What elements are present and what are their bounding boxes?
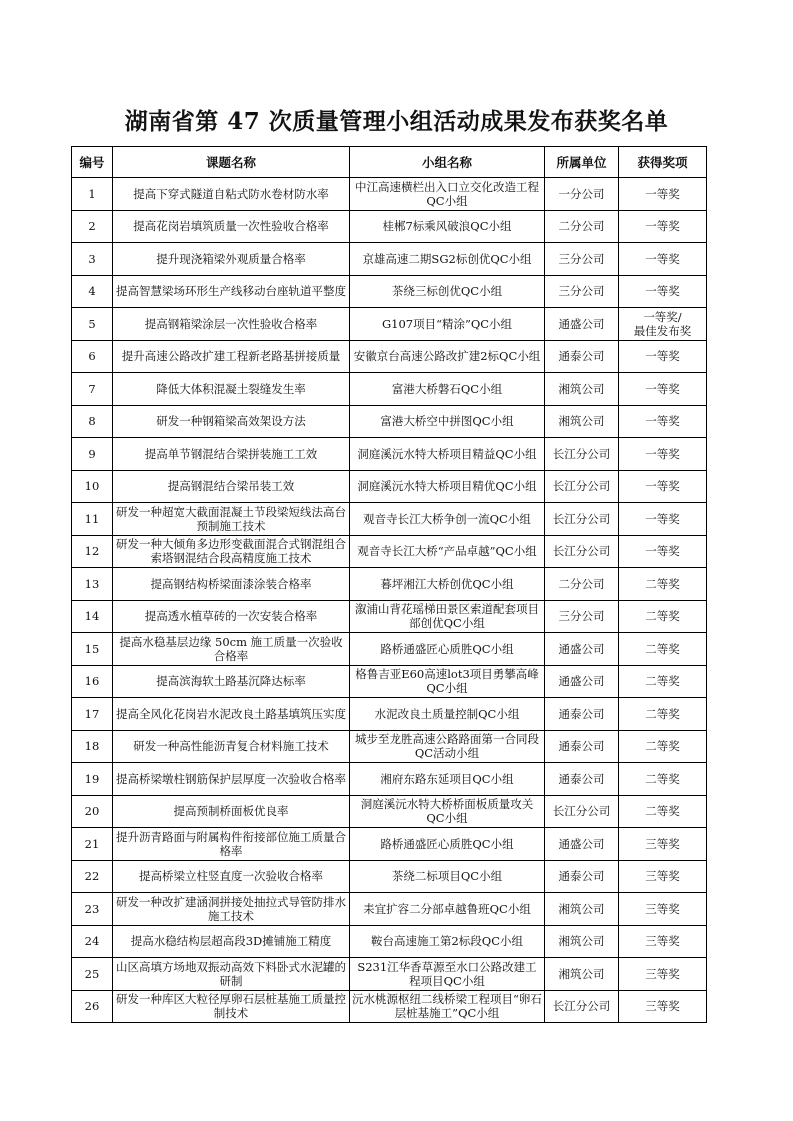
awards-table <box>71 146 707 1023</box>
cell-topic: 提高水稳结构层超高段3D摊铺施工精度 <box>113 925 350 958</box>
cell-no: 10 <box>72 470 113 503</box>
cell-no: 3 <box>72 243 113 276</box>
cell-no: 25 <box>72 958 113 991</box>
cell-topic: 提高智慧梁场环形生产线移动台座轨道平整度 <box>113 275 350 308</box>
cell-group: 溆浦山背花瑶梯田景区索道配套项目部创优QC小组 <box>350 600 545 633</box>
cell-unit: 通泰公司 <box>545 763 619 796</box>
cell-group: 京雄高速二期SG2标创优QC小组 <box>350 243 545 276</box>
cell-group: 洞庭溪沅水特大桥桥面板质量攻关QC小组 <box>350 795 545 828</box>
cell-topic: 提高钢结构桥梁面漆涂装合格率 <box>113 568 350 601</box>
table-row <box>72 958 707 991</box>
cell-topic: 研发一种改扩建涵洞拼接处抽拉式导管防排水施工技术 <box>113 893 350 926</box>
table-row <box>72 763 707 796</box>
cell-topic: 提高桥梁墩柱钢筋保护层厚度一次验收合格率 <box>113 763 350 796</box>
cell-unit: 通泰公司 <box>545 730 619 763</box>
cell-topic: 提高单节钢混结合梁拼装施工工效 <box>113 438 350 471</box>
cell-prize: 二等奖 <box>619 730 707 763</box>
cell-group: 安徽京台高速公路改扩建2标QC小组 <box>350 340 545 373</box>
cell-topic: 提高水稳基层边缘 50cm 施工质量一次验收合格率 <box>113 633 350 666</box>
cell-unit: 二分公司 <box>545 210 619 243</box>
cell-prize: 三等奖 <box>619 990 707 1023</box>
header-no: 编号 <box>72 147 113 178</box>
table-row <box>72 633 707 666</box>
cell-group: 城步至龙胜高速公路路面第一合同段QC活动小组 <box>350 730 545 763</box>
cell-prize: 一等奖 <box>619 438 707 471</box>
cell-no: 6 <box>72 340 113 373</box>
header-unit: 所属单位 <box>545 147 619 178</box>
cell-prize: 二等奖 <box>619 665 707 698</box>
cell-unit: 湘筑公司 <box>545 958 619 991</box>
cell-group: 桂郴7标乘风破浪QC小组 <box>350 210 545 243</box>
table-row <box>72 243 707 276</box>
cell-group: 茶绕三标创优QC小组 <box>350 275 545 308</box>
cell-no: 20 <box>72 795 113 828</box>
table-row <box>72 568 707 601</box>
cell-topic: 研发一种库区大粒径厚卵石层桩基施工质量控制技术 <box>113 990 350 1023</box>
cell-topic: 提高桥梁立柱竖直度一次验收合格率 <box>113 860 350 893</box>
cell-no: 23 <box>72 893 113 926</box>
cell-prize: 二等奖 <box>619 795 707 828</box>
cell-prize: 一等奖 <box>619 470 707 503</box>
cell-unit: 通盛公司 <box>545 665 619 698</box>
cell-prize: 二等奖 <box>619 763 707 796</box>
table-row <box>72 698 707 731</box>
cell-prize: 二等奖 <box>619 600 707 633</box>
cell-topic: 山区高填方场地双振动高效下料卧式水泥罐的研制 <box>113 958 350 991</box>
cell-prize: 一等奖 <box>619 503 707 536</box>
cell-no: 18 <box>72 730 113 763</box>
cell-prize: 三等奖 <box>619 925 707 958</box>
cell-no: 24 <box>72 925 113 958</box>
cell-topic: 研发一种钢箱梁高效架设方法 <box>113 405 350 438</box>
cell-no: 5 <box>72 308 113 341</box>
cell-prize: 一等奖/ 最佳发布奖 <box>619 308 707 341</box>
cell-prize: 三等奖 <box>619 828 707 861</box>
cell-group: S231江华香草源至水口公路改建工程项目QC小组 <box>350 958 545 991</box>
cell-no: 8 <box>72 405 113 438</box>
cell-no: 11 <box>72 503 113 536</box>
table-row <box>72 178 707 211</box>
cell-group: 暮坪湘江大桥创优QC小组 <box>350 568 545 601</box>
table-row <box>72 535 707 568</box>
cell-prize: 三等奖 <box>619 860 707 893</box>
table-row <box>72 665 707 698</box>
cell-no: 4 <box>72 275 113 308</box>
cell-prize: 三等奖 <box>619 958 707 991</box>
cell-no: 26 <box>72 990 113 1023</box>
cell-group: 格鲁吉亚E60高速lot3项目勇攀高峰QC小组 <box>350 665 545 698</box>
cell-topic: 提高透水植草砖的一次安装合格率 <box>113 600 350 633</box>
table-row <box>72 308 707 341</box>
cell-unit: 三分公司 <box>545 600 619 633</box>
cell-topic: 提高花岗岩填筑质量一次性验收合格率 <box>113 210 350 243</box>
cell-unit: 一分公司 <box>545 178 619 211</box>
cell-group: G107项目“精涂”QC小组 <box>350 308 545 341</box>
cell-group: 观音寺长江大桥争创一流QC小组 <box>350 503 545 536</box>
table-row <box>72 795 707 828</box>
cell-unit: 湘筑公司 <box>545 405 619 438</box>
table-header-row <box>72 147 707 178</box>
cell-no: 17 <box>72 698 113 731</box>
header-topic: 课题名称 <box>113 147 350 178</box>
cell-unit: 湘筑公司 <box>545 925 619 958</box>
cell-unit: 长江分公司 <box>545 535 619 568</box>
cell-group: 耒宜扩容二分部卓越鲁班QC小组 <box>350 893 545 926</box>
cell-topic: 提升沥青路面与附属构件衔接部位施工质量合格率 <box>113 828 350 861</box>
table-row <box>72 470 707 503</box>
cell-prize: 二等奖 <box>619 568 707 601</box>
cell-prize: 一等奖 <box>619 210 707 243</box>
cell-prize: 一等奖 <box>619 178 707 211</box>
cell-topic: 提高下穿式隧道自粘式防水卷材防水率 <box>113 178 350 211</box>
table-row <box>72 860 707 893</box>
cell-no: 1 <box>72 178 113 211</box>
cell-group: 观音寺长江大桥“产品卓越”QC小组 <box>350 535 545 568</box>
cell-group: 沅水桃源枢纽二线桥梁工程项目“卵石层桩基施工”QC小组 <box>350 990 545 1023</box>
cell-no: 21 <box>72 828 113 861</box>
cell-no: 9 <box>72 438 113 471</box>
cell-no: 22 <box>72 860 113 893</box>
cell-unit: 长江分公司 <box>545 795 619 828</box>
table-row <box>72 925 707 958</box>
cell-unit: 长江分公司 <box>545 990 619 1023</box>
cell-unit: 二分公司 <box>545 568 619 601</box>
table-row <box>72 828 707 861</box>
cell-unit: 通泰公司 <box>545 860 619 893</box>
cell-topic: 研发一种大倾角多边形变截面混合式钢混组合索塔钢混结合段高精度施工技术 <box>113 535 350 568</box>
table-body <box>72 178 707 1023</box>
cell-unit: 三分公司 <box>545 275 619 308</box>
cell-topic: 降低大体积混凝土裂缝发生率 <box>113 373 350 406</box>
table-row <box>72 340 707 373</box>
table-row <box>72 990 707 1023</box>
cell-topic: 提高钢箱梁涂层一次性验收合格率 <box>113 308 350 341</box>
cell-group: 中江高速横栏出入口立交化改造工程QC小组 <box>350 178 545 211</box>
cell-topic: 提高全风化花岗岩水泥改良土路基填筑压实度 <box>113 698 350 731</box>
cell-unit: 通泰公司 <box>545 340 619 373</box>
cell-group: 鞍台高速施工第2标段QC小组 <box>350 925 545 958</box>
cell-unit: 长江分公司 <box>545 470 619 503</box>
cell-no: 13 <box>72 568 113 601</box>
cell-prize: 一等奖 <box>619 243 707 276</box>
cell-group: 富港大桥磐石QC小组 <box>350 373 545 406</box>
cell-group: 水泥改良土质量控制QC小组 <box>350 698 545 731</box>
cell-group: 富港大桥空中拼图QC小组 <box>350 405 545 438</box>
cell-topic: 提升现浇箱梁外观质量合格率 <box>113 243 350 276</box>
table-row <box>72 600 707 633</box>
cell-group: 湘府东路东延项目QC小组 <box>350 763 545 796</box>
table-row <box>72 275 707 308</box>
cell-topic: 提高预制桥面板优良率 <box>113 795 350 828</box>
cell-group: 洞庭溪沅水特大桥项目精优QC小组 <box>350 470 545 503</box>
cell-group: 路桥通盛匠心质胜QC小组 <box>350 633 545 666</box>
cell-topic: 提高钢混结合梁吊装工效 <box>113 470 350 503</box>
cell-prize: 一等奖 <box>619 275 707 308</box>
cell-group: 路桥通盛匠心质胜QC小组 <box>350 828 545 861</box>
cell-topic: 提高滨海软土路基沉降达标率 <box>113 665 350 698</box>
cell-topic: 研发一种高性能沥青复合材料施工技术 <box>113 730 350 763</box>
table-row <box>72 373 707 406</box>
cell-unit: 通盛公司 <box>545 633 619 666</box>
cell-no: 19 <box>72 763 113 796</box>
cell-group: 茶绕二标项目QC小组 <box>350 860 545 893</box>
cell-unit: 通泰公司 <box>545 698 619 731</box>
table-row <box>72 210 707 243</box>
table-row <box>72 503 707 536</box>
cell-prize: 一等奖 <box>619 535 707 568</box>
cell-unit: 通盛公司 <box>545 828 619 861</box>
page-title: 湖南省第 47 次质量管理小组活动成果发布获奖名单 <box>124 108 669 135</box>
cell-prize: 二等奖 <box>619 633 707 666</box>
cell-unit: 湘筑公司 <box>545 893 619 926</box>
table-row <box>72 893 707 926</box>
header-group: 小组名称 <box>350 147 545 178</box>
header-prize: 获得奖项 <box>619 147 707 178</box>
cell-unit: 长江分公司 <box>545 503 619 536</box>
cell-prize: 三等奖 <box>619 893 707 926</box>
table-row <box>72 730 707 763</box>
cell-no: 12 <box>72 535 113 568</box>
cell-unit: 通盛公司 <box>545 308 619 341</box>
cell-group: 洞庭溪沅水特大桥项目精益QC小组 <box>350 438 545 471</box>
cell-prize: 一等奖 <box>619 340 707 373</box>
cell-no: 7 <box>72 373 113 406</box>
cell-prize: 一等奖 <box>619 373 707 406</box>
cell-no: 16 <box>72 665 113 698</box>
cell-prize: 一等奖 <box>619 405 707 438</box>
cell-prize: 二等奖 <box>619 698 707 731</box>
cell-topic: 研发一种超宽大截面混凝土节段梁短线法高台预制施工技术 <box>113 503 350 536</box>
table-row <box>72 438 707 471</box>
cell-unit: 长江分公司 <box>545 438 619 471</box>
cell-no: 15 <box>72 633 113 666</box>
cell-no: 14 <box>72 600 113 633</box>
cell-topic: 提升高速公路改扩建工程新老路基拼接质量 <box>113 340 350 373</box>
cell-unit: 湘筑公司 <box>545 373 619 406</box>
cell-unit: 三分公司 <box>545 243 619 276</box>
cell-no: 2 <box>72 210 113 243</box>
table-row <box>72 405 707 438</box>
